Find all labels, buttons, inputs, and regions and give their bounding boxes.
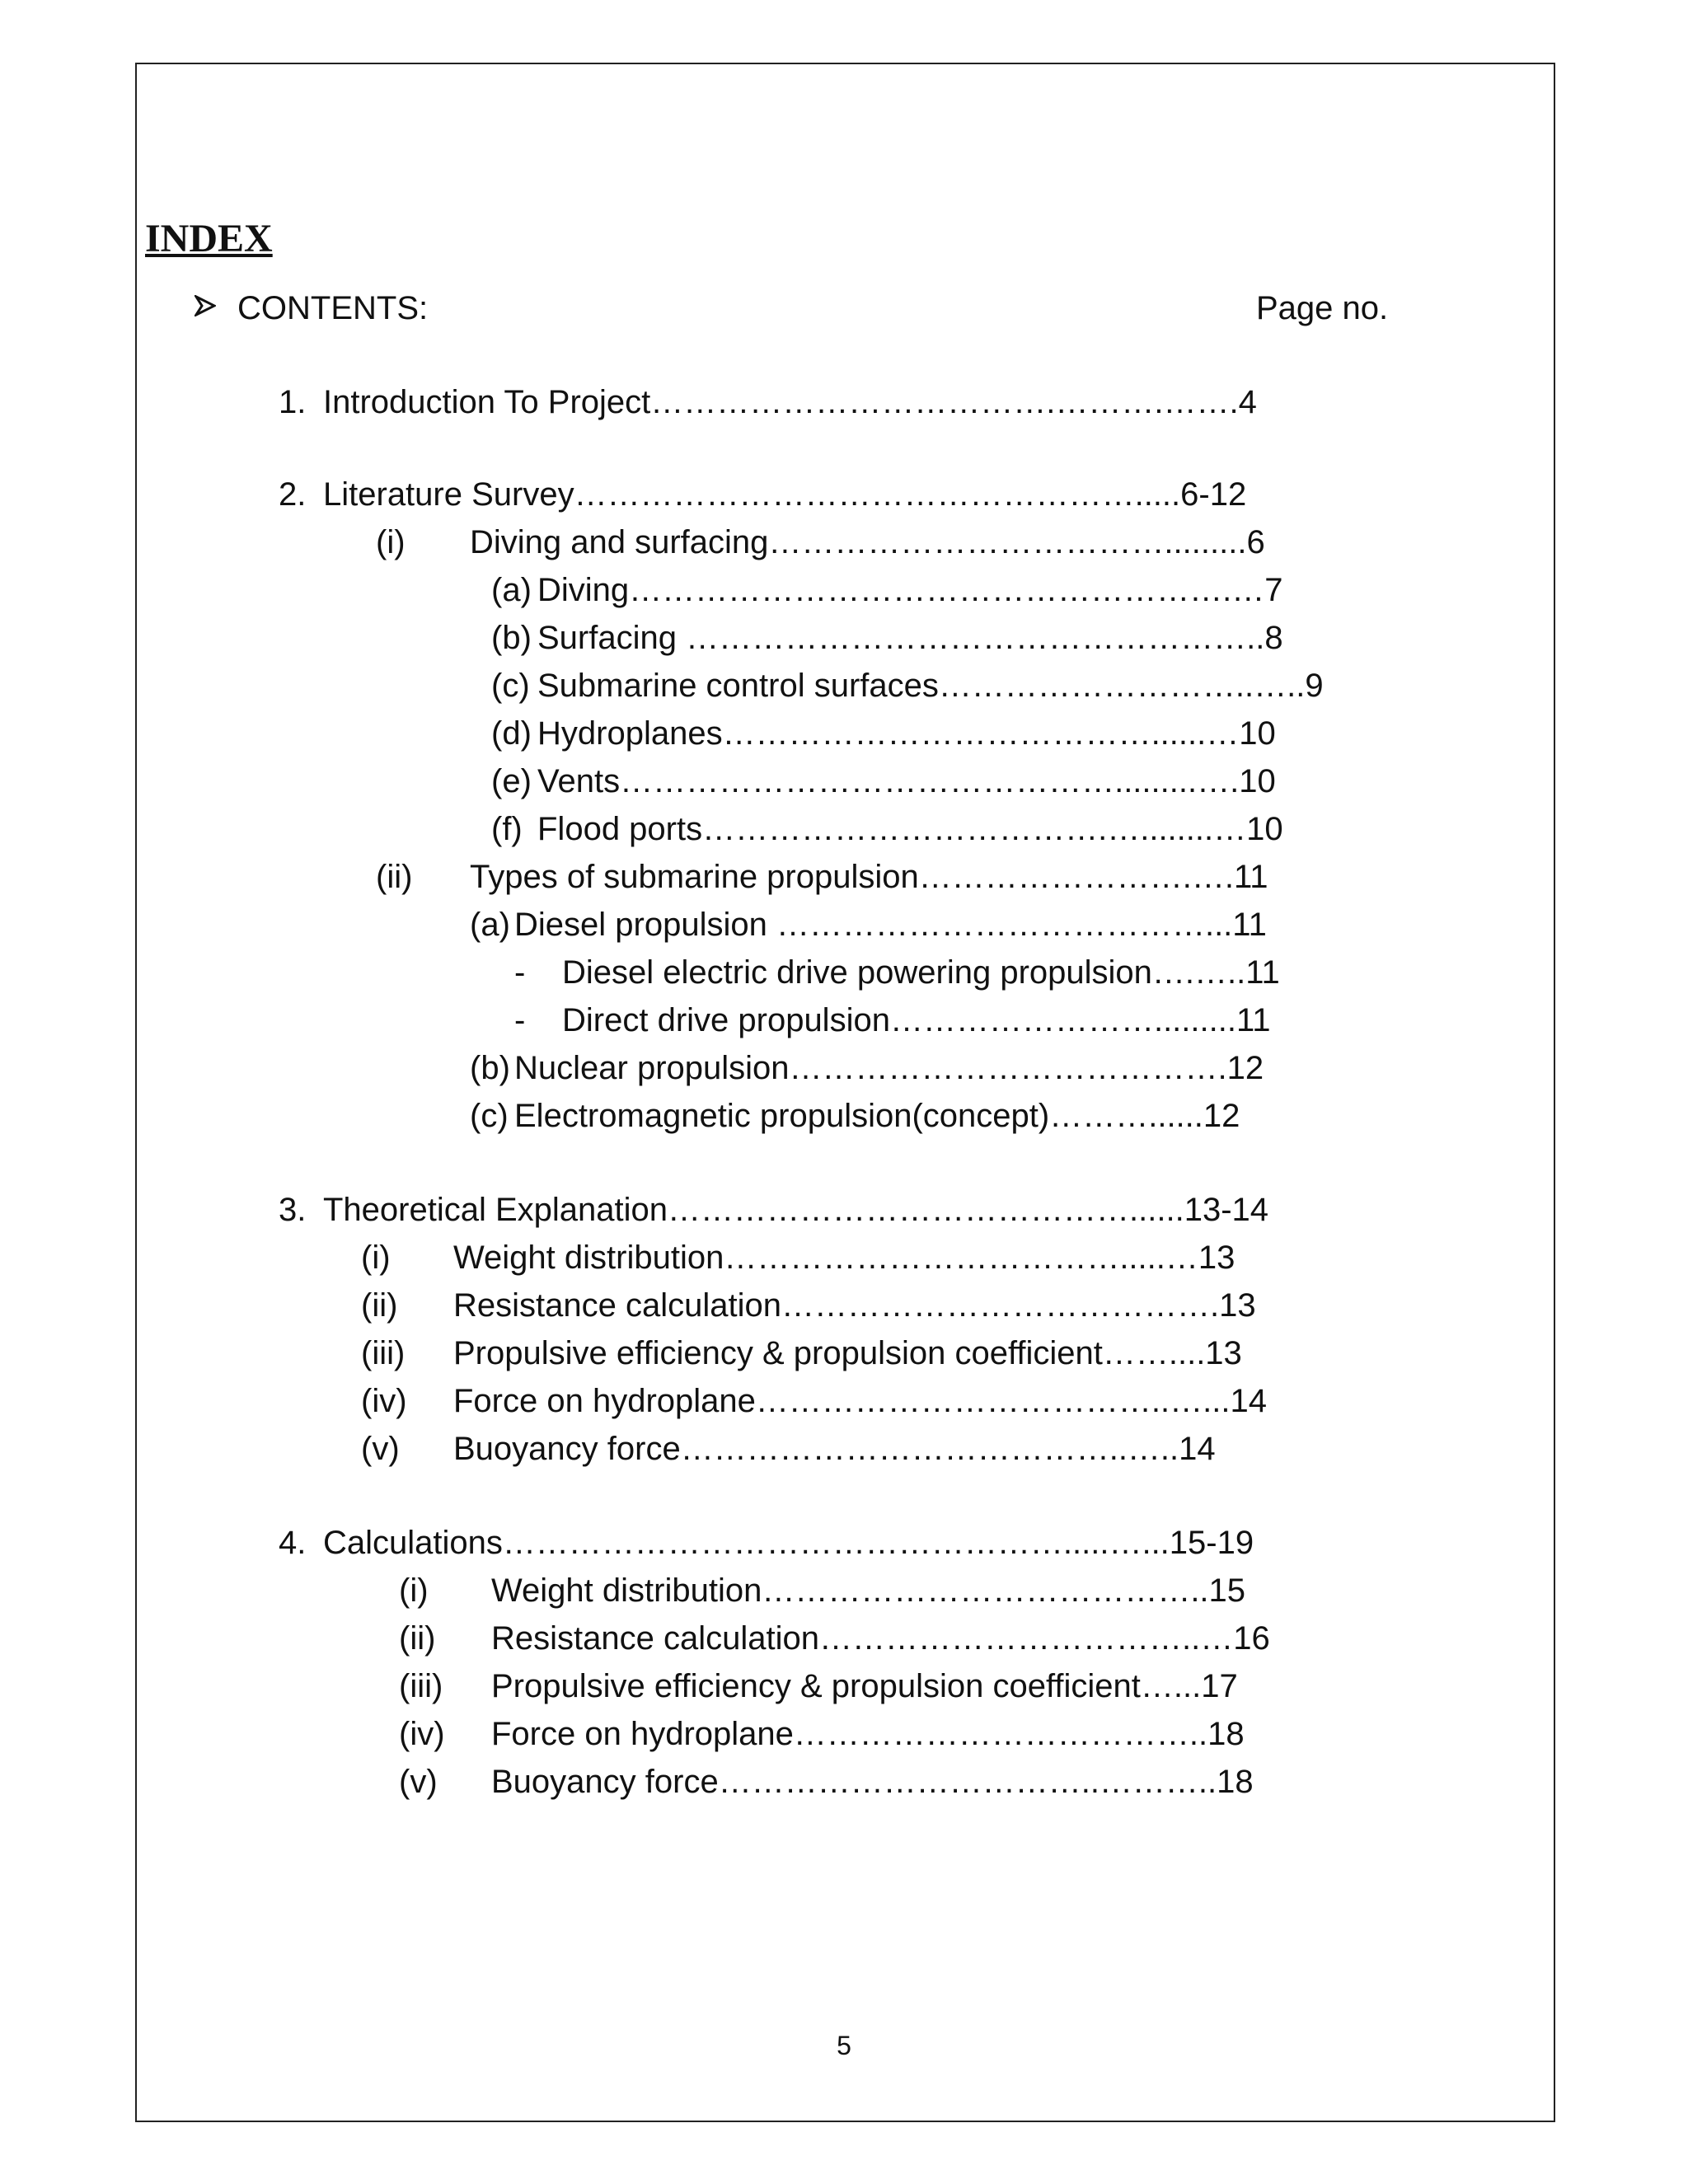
toc-entry: Electromagnetic propulsion(concept)………......12 [514,1098,1240,1134]
toc-number: (iv) [361,1383,407,1419]
toc-number: (iii) [361,1335,406,1371]
toc-number: (ii) [376,859,413,895]
toc-number: (i) [376,524,406,560]
toc-entry: Diving……………………………………………….…7 [537,572,1283,608]
toc-entry: Diesel propulsion …………………………………...11 [514,907,1267,943]
toc-number: (e) [491,763,532,799]
toc-entry: Resistance calculation……………………………..…16 [491,1620,1270,1657]
contents-label: CONTENTS: [237,290,429,326]
toc-number: 3. [279,1192,307,1228]
toc-entry: Flood ports……………………………….…........…10 [537,811,1283,847]
toc-number: (b) [470,1050,510,1086]
page-title: INDEX [145,217,273,260]
toc-number: (d) [491,715,532,752]
toc-number: (i) [361,1240,391,1276]
toc-number: (iv) [399,1716,445,1752]
arrow-bullet-icon [195,295,216,316]
toc-number: (a) [491,572,532,608]
toc-entry: Resistance calculation………………………………….13 [453,1287,1256,1324]
toc-entry: Direct drive propulsion…………………….........11 [562,1002,1271,1038]
toc-entry: Literature Survey…………………………………………….....6-12 [323,476,1247,513]
toc-entry: Hydroplanes…………………………………......…10 [537,715,1276,752]
toc-number: (a) [470,907,510,943]
toc-number: 2. [279,476,307,513]
toc-entry: Types of submarine propulsion…………………….….11 [470,859,1268,895]
toc-entry: Diving and surfacing……………………………….........6 [470,524,1265,560]
toc-entry: Introduction To Project……………………………….……….…….4 [323,384,1257,420]
footer-page-number: 5 [837,2031,851,2060]
toc-number: 1. [279,384,307,420]
toc-dash: - [514,1002,526,1038]
toc-number: (v) [399,1764,438,1800]
toc-entry: Weight distribution……………………………….....…13 [453,1240,1236,1276]
toc-entry: Propulsive efficiency & propulsion coefficient……....13 [453,1335,1242,1371]
toc-number: (v) [361,1431,400,1467]
toc-entry: Theoretical Explanation……………………………………......13-14 [323,1192,1269,1228]
toc-entry: Force on hydroplane………………………………..…...14 [453,1383,1267,1419]
toc-entry: Buoyancy force…………………………………..…..14 [453,1431,1216,1467]
toc-entry: Calculations…………………………………………….....…...15-19 [323,1525,1254,1561]
toc-entry: Weight distribution…………………………………..15 [491,1572,1246,1609]
toc-entry: Force on hydroplane………………………………..18 [491,1716,1245,1752]
toc-number: (c) [470,1098,509,1134]
toc-entry: Submarine control surfaces………………………..…..9 [537,668,1324,704]
toc-number: (c) [491,668,530,704]
toc-number: 4. [279,1525,307,1561]
toc-number: (ii) [361,1287,398,1324]
toc-number: (i) [399,1572,429,1609]
toc-entry: Vents……………………………………….........….10 [537,763,1276,799]
toc-dash: - [514,954,526,991]
toc-number: (f) [491,811,523,847]
toc-entry: Buoyancy force……………………………..………..18 [491,1764,1254,1800]
toc-entry: Nuclear propulsion………………………………….12 [514,1050,1264,1086]
toc-entry: Surfacing ……………………………………………..8 [537,620,1283,656]
page-border [135,63,1555,2122]
toc-number: (b) [491,620,532,656]
toc-number: (iii) [399,1668,443,1704]
toc-number: (ii) [399,1620,436,1657]
toc-entry: Propulsive efficiency & propulsion coefficient…...17 [491,1668,1238,1704]
page-no-label: Page no. [1256,290,1389,326]
toc-entry: Diesel electric drive powering propulsion….…..11 [562,954,1280,991]
